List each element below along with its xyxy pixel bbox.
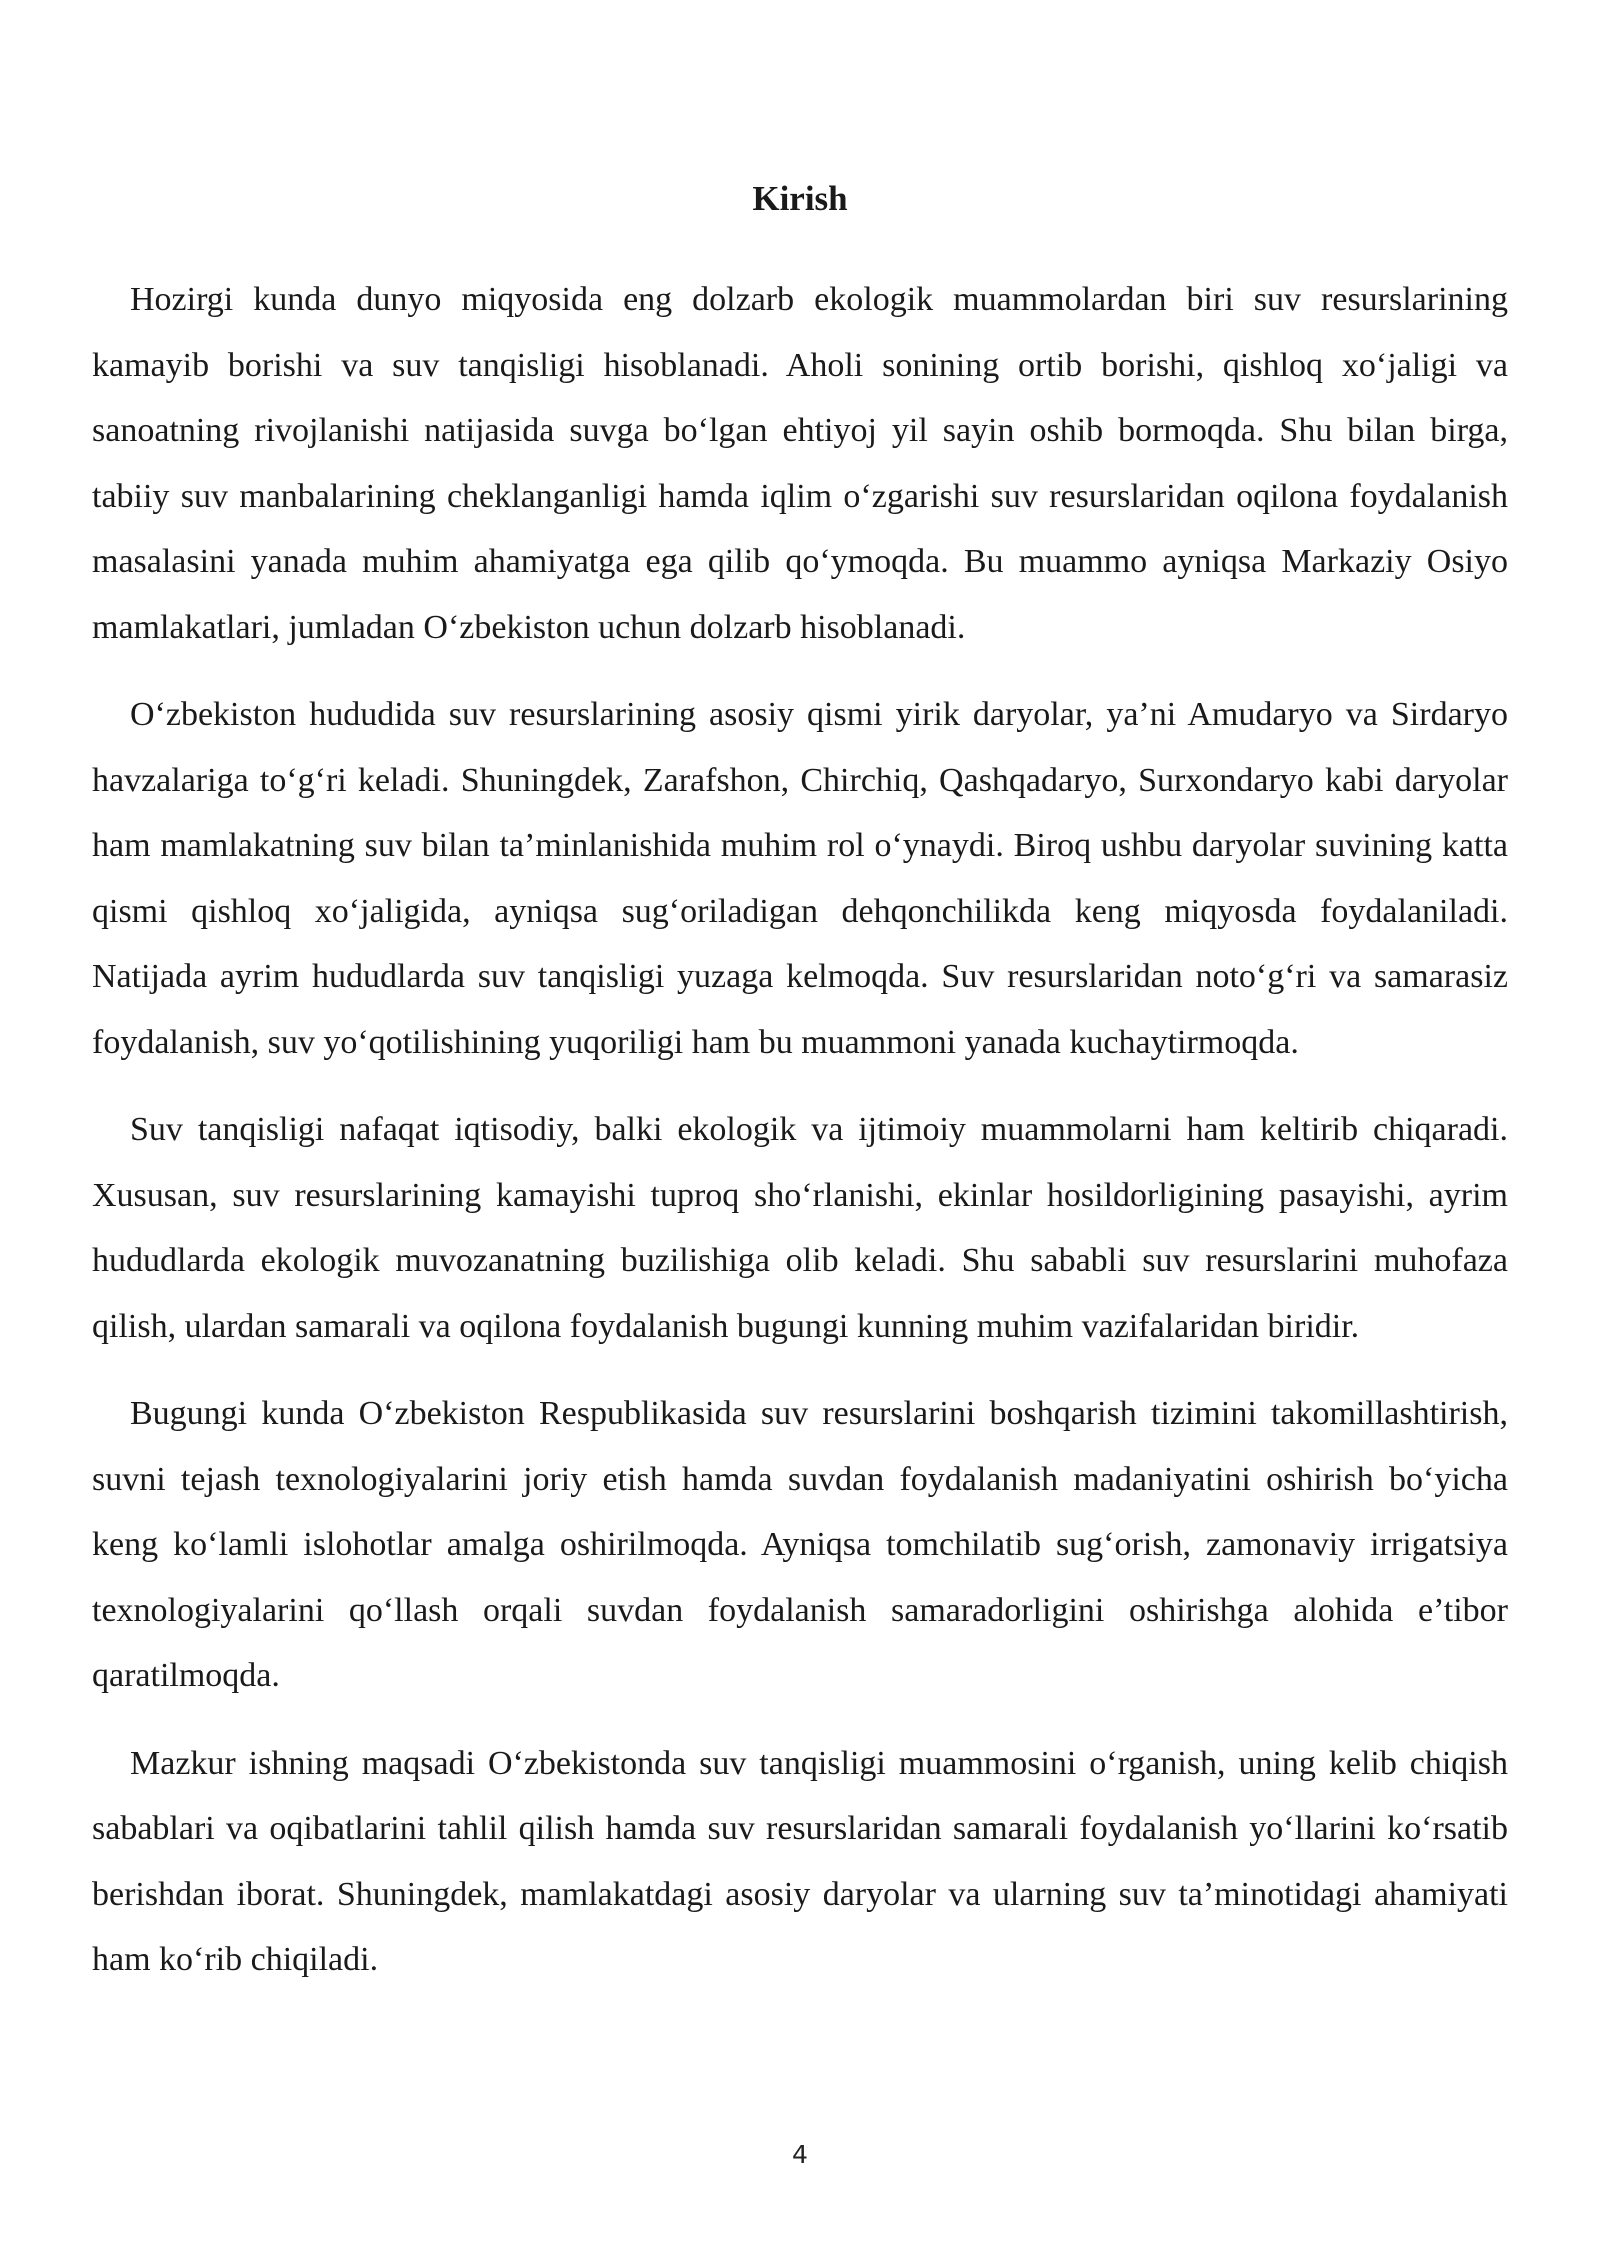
paragraph: Suv tanqisligi nafaqat iqtisodiy, balki ekologik va ijtimoiy muammolarni ham keltirib chiqaradi. Xususan, suv resurslarining kamayishi tuproq sho‘rlanishi, ekinlar hosildorligining pasayishi, ayrim hududlarda ekologik muvozanatning buzilishiga olib keladi. Shu sababli suv resurslarini muhofaza qilish, ulardan samarali va oqilona foydalanish bugungi kunning muhim vazifalaridan biridir. [92,1111,1508,1345]
section-heading: Kirish [752,179,848,218]
body-text [92,267,1508,2015]
paragraph: O‘zbekiston hududida suv resurslarining asosiy qismi yirik daryolar, ya’ni Amudaryo va Sirdaryo havzalariga to‘g‘ri keladi. Shuningdek, Zarafshon, Chirchiq, Qashqadaryo, Surxondaryo kabi daryolar ham mamlakatning suv bilan ta’minlanishida muhim rol o‘ynaydi. Biroq ushbu daryolar suvining katta qismi qishloq xo‘jaligida, ayniqsa sug‘oriladigan dehqonchilikda keng miqyosda foydalaniladi. Natijada ayrim hududlarda suv tanqisligi yuzaga kelmoqda. Suv resurslaridan noto‘g‘ri va samarasiz foydalanish, suv yo‘qotilishining yuqoriligi ham bu muammoni yanada kuchaytirmoqda. [92,696,1508,1061]
paragraph: Mazkur ishning maqsadi O‘zbekistonda suv tanqisligi muammosini o‘rganish, uning kelib chiqish sabablari va oqibatlarini tahlil qilish hamda suv resurslaridan samarali foydalanish yo‘llarini ko‘rsatib berishdan iborat. Shuningdek, mamlakatdagi asosiy daryolar va ularning suv ta’minotidagi ahamiyati ham ko‘rib chiqiladi. [92,1744,1508,1978]
page-number: 4 [792,2140,808,2169]
paragraph: Hozirgi kunda dunyo miqyosida eng dolzarb ekologik muammolardan biri suv resurslarining kamayib borishi va suv tanqisligi hisoblanadi. Aholi sonining ortib borishi, qishloq xo‘jaligi va sanoatning rivojlanishi natijasida suvga bo‘lgan ehtiyoj yil sayin oshib bormoqda. Shu bilan birga, tabiiy suv manbalarining cheklanganligi hamda iqlim o‘zgarishi suv resurslaridan oqilona foydalanish masalasini yanada muhim ahamiyatga ega qilib qo‘ymoqda. Bu muammo ayniqsa Markaziy Osiyo mamlakatlari, jumladan O‘zbekiston uchun dolzarb hisoblanadi. [92,281,1508,646]
paragraph: Bugungi kunda O‘zbekiston Respublikasida suv resurslarini boshqarish tizimini takomillashtirish, suvni tejash texnologiyalarini joriy etish hamda suvdan foydalanish madaniyatini oshirish bo‘yicha keng ko‘lamli islohotlar amalga oshirilmoqda. Ayniqsa tomchilatib sug‘orish, zamonaviy irrigatsiya texnologiyalarini qo‘llash orqali suvdan foydalanish samaradorligini oshirishga alohida e’tibor qaratilmoqda. [92,1395,1508,1694]
